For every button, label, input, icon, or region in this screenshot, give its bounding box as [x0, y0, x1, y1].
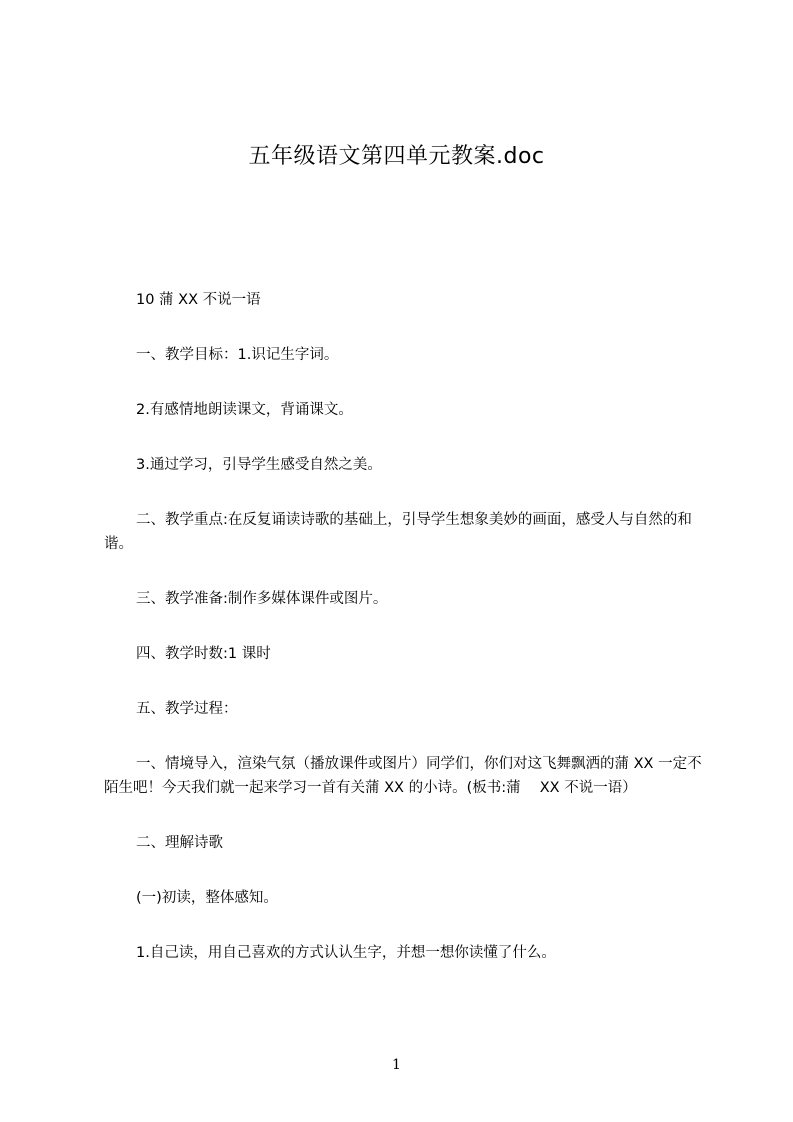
teaching-goals: 一、教学目标：1.识记生字词。 [136, 347, 339, 363]
teaching-process: 五、教学过程： [136, 701, 238, 717]
self-reading: 1.自己读，用自己喜欢的方式认认生字，并想一想你读懂了什么。 [136, 945, 556, 961]
situation-intro: 一、情境导入，渲染气氛（播放课件或图片）同学们，你们对这飞舞飘洒的蒲 XX 一定不陌生吧！今天我们就一起来学习一首有关蒲 XX 的小诗。(板书:蒲 XX 不说一语） [104, 756, 702, 796]
goal-3: 3.通过学习，引导学生感受自然之美。 [136, 457, 382, 473]
first-reading: (一)初读，整体感知。 [136, 890, 278, 906]
teaching-focus: 二、教学重点:在反复诵读诗歌的基础上，引导学生想象美妙的画面，感受人与自然的和谐。 [104, 512, 692, 552]
page-number: 1 [392, 1057, 401, 1073]
teaching-preparation: 三、教学准备:制作多媒体课件或图片。 [136, 591, 388, 607]
goal-2: 2.有感情地朗读课文，背诵课文。 [136, 402, 353, 418]
document-body [104, 288, 704, 965]
understand-poem: 二、理解诗歌 [136, 835, 223, 851]
document-title: 五年级语文第四单元教案.doc [248, 144, 545, 169]
lesson-heading: 10 蒲 XX 不说一语 [136, 292, 261, 308]
teaching-hours: 四、教学时数:1 课时 [136, 646, 271, 662]
